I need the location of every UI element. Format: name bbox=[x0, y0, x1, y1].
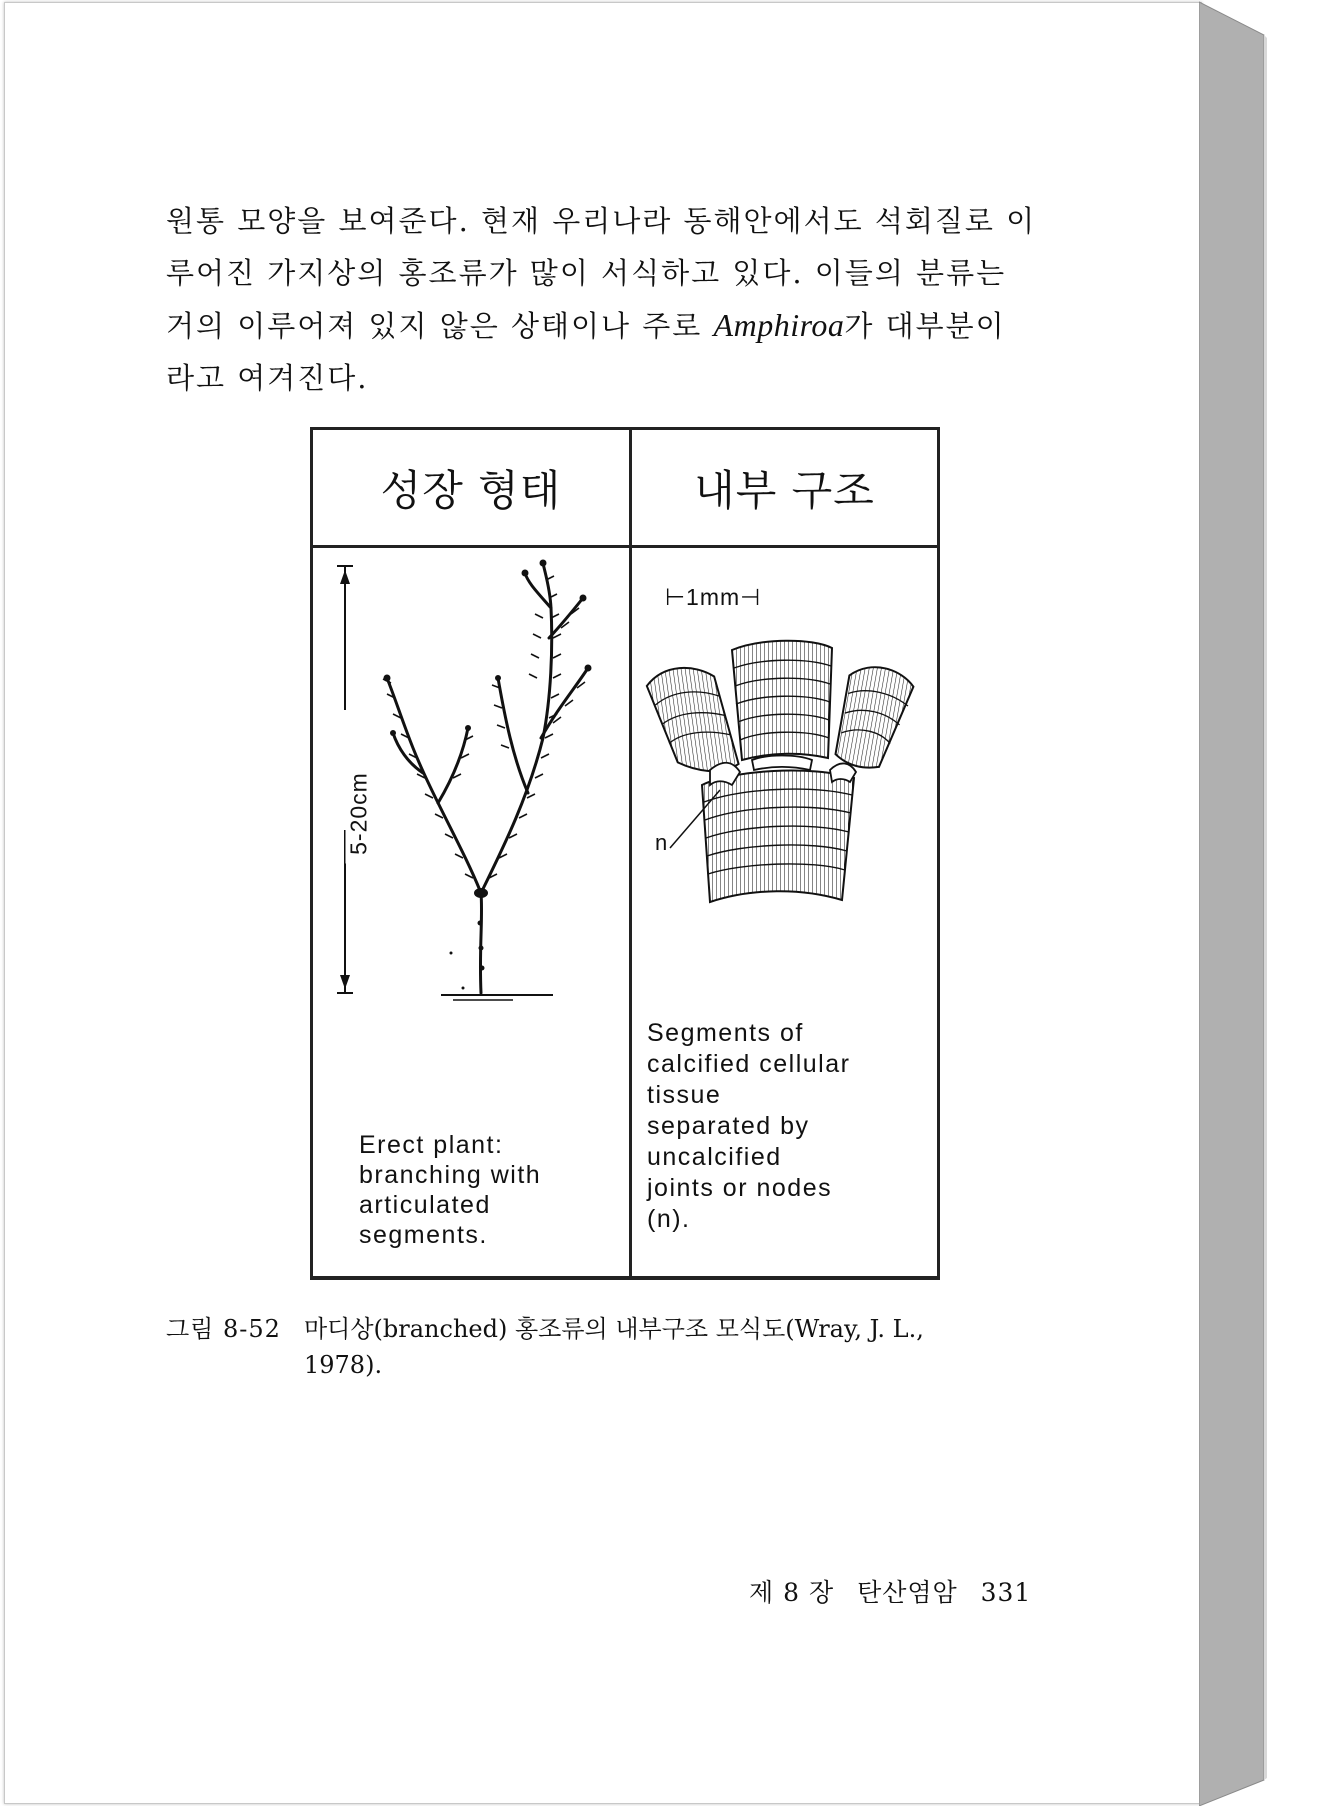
figure-caption bbox=[166, 1311, 1066, 1383]
caption-line-2: 1978). bbox=[304, 1351, 383, 1379]
page-number: 331 bbox=[980, 1578, 1032, 1607]
paragraph-line-3-end: 가 대부분이 bbox=[844, 309, 1006, 343]
paragraph-line-3-start: 거의 이루어져 있지 않은 상태이나 주로 bbox=[166, 309, 714, 343]
paragraph-line-4: 라고 여겨진다. bbox=[166, 361, 369, 395]
node-label: n bbox=[655, 830, 668, 855]
paragraph-line-2: 루어진 가지상의 홍조류가 많이 서식하고 있다. 이들의 분류는 bbox=[166, 256, 1007, 290]
caption-text: 마디상(branched) 홍조류의 내부구조 모식도(Wray, J. L., bbox=[304, 1315, 924, 1343]
scale-bar-label: ⊢1mm⊣ bbox=[665, 584, 762, 610]
book-page-edge bbox=[1199, 0, 1343, 1806]
paragraph-line-3 bbox=[166, 299, 1046, 352]
header-internal-structure: 내부 구조 bbox=[694, 466, 875, 515]
plant-height-label: 5-20cm bbox=[346, 764, 373, 864]
figure-table bbox=[310, 427, 940, 1280]
internal-structure-illustration bbox=[632, 620, 937, 950]
body-paragraph bbox=[166, 195, 1046, 404]
caption-figure-number: 그림 8-52 bbox=[166, 1315, 281, 1343]
page-footer bbox=[749, 1573, 1045, 1609]
growth-form-caption: Erect plant: branching with articulated segments. bbox=[359, 1131, 542, 1249]
chapter-title: 탄산염암 bbox=[857, 1578, 958, 1607]
internal-structure-caption: Segments of calcified cellular tissue separated by uncalcified joints or nodes (n). bbox=[647, 1019, 851, 1233]
paragraph-line-1: 원통 모양을 보여준다. 현재 우리나라 동해안에서도 석회질로 이 bbox=[166, 204, 1037, 238]
caption-line-1 bbox=[166, 1311, 1066, 1347]
chapter-label: 제 8 장 bbox=[749, 1578, 835, 1607]
header-growth-form: 성장 형태 bbox=[380, 466, 562, 515]
genus-name: Amphiroa bbox=[713, 307, 845, 343]
